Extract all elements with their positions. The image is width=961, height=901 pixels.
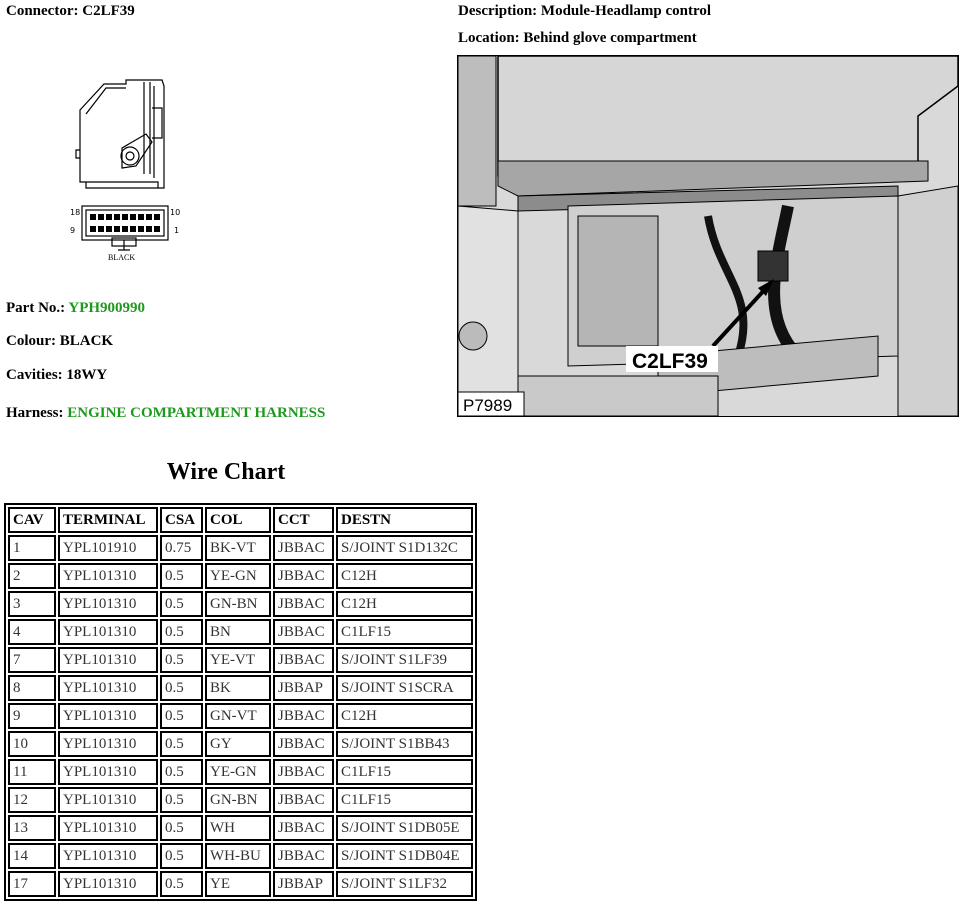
harness-link[interactable]: ENGINE COMPARTMENT HARNESS	[67, 405, 326, 421]
cell-csa: 0.5	[160, 563, 203, 589]
cell-col: BK	[205, 675, 271, 701]
description-field	[458, 3, 711, 20]
table-header-row	[8, 507, 473, 533]
cavities-label: Cavities:	[6, 367, 63, 383]
location-label: Location:	[458, 30, 520, 46]
cell-terminal: YPL101310	[58, 787, 158, 813]
cell-csa: 0.75	[160, 535, 203, 561]
cell-csa: 0.5	[160, 731, 203, 757]
cell-csa: 0.5	[160, 703, 203, 729]
cell-cav: 4	[8, 619, 56, 645]
cell-cav: 1	[8, 535, 56, 561]
part-number-field	[6, 300, 145, 317]
cell-destn: S/JOINT S1D132C	[336, 535, 473, 561]
table-row	[8, 787, 473, 813]
cell-col: YE	[205, 871, 271, 897]
cell-destn: S/JOINT S1DB04E	[336, 843, 473, 869]
table-row	[8, 647, 473, 673]
cell-destn: C12H	[336, 591, 473, 617]
cell-cct: JBBAC	[273, 619, 334, 645]
colour-label: Colour:	[6, 333, 56, 349]
wire-chart-body	[8, 535, 473, 897]
cell-col: YE-GN	[205, 759, 271, 785]
cavities-field	[6, 367, 107, 384]
connector-field	[6, 3, 135, 20]
column-header-terminal: TERMINAL	[58, 507, 158, 533]
cell-col: WH	[205, 815, 271, 841]
column-header-col: COL	[205, 507, 271, 533]
table-row	[8, 843, 473, 869]
cell-cct: JBBAP	[273, 675, 334, 701]
cell-destn: S/JOINT S1DB05E	[336, 815, 473, 841]
cell-cct: JBBAC	[273, 563, 334, 589]
pin-18-label: 18	[70, 208, 81, 217]
cell-cav: 9	[8, 703, 56, 729]
part-number-link[interactable]: YPH900990	[68, 300, 146, 316]
cell-cav: 11	[8, 759, 56, 785]
photo-reference-label: P7989	[463, 396, 513, 415]
cell-csa: 0.5	[160, 787, 203, 813]
cell-destn: C1LF15	[336, 619, 473, 645]
cell-cav: 12	[8, 787, 56, 813]
location-photo	[457, 55, 959, 417]
cell-csa: 0.5	[160, 619, 203, 645]
cell-terminal: YPL101310	[58, 675, 158, 701]
pin-9-label: 9	[70, 226, 76, 235]
cell-destn: S/JOINT S1LF32	[336, 871, 473, 897]
description-value: Module-Headlamp control	[540, 3, 712, 19]
cell-destn: C1LF15	[336, 759, 473, 785]
cell-csa: 0.5	[160, 675, 203, 701]
table-row	[8, 563, 473, 589]
cell-terminal: YPL101310	[58, 647, 158, 673]
cell-cav: 14	[8, 843, 56, 869]
cell-cav: 8	[8, 675, 56, 701]
table-row	[8, 619, 473, 645]
cell-terminal: YPL101310	[58, 703, 158, 729]
cell-terminal: YPL101310	[58, 563, 158, 589]
cell-cct: JBBAC	[273, 703, 334, 729]
cell-destn: S/JOINT S1SCRA	[336, 675, 473, 701]
connector-label: Connector:	[6, 3, 79, 19]
colour-value: BLACK	[59, 333, 114, 349]
cell-cct: JBBAC	[273, 647, 334, 673]
cell-csa: 0.5	[160, 815, 203, 841]
cell-terminal: YPL101310	[58, 759, 158, 785]
cell-terminal: YPL101310	[58, 731, 158, 757]
cell-destn: C1LF15	[336, 787, 473, 813]
location-value: Behind glove compartment	[523, 30, 697, 46]
cell-cav: 2	[8, 563, 56, 589]
cell-cct: JBBAC	[273, 731, 334, 757]
cell-csa: 0.5	[160, 647, 203, 673]
column-header-cct: CCT	[273, 507, 334, 533]
cell-destn: S/JOINT S1LF39	[336, 647, 473, 673]
cell-csa: 0.5	[160, 591, 203, 617]
cell-cct: JBBAC	[273, 787, 334, 813]
cell-cav: 10	[8, 731, 56, 757]
harness-field	[6, 405, 325, 422]
cavities-value: 18WY	[66, 367, 108, 383]
cell-cct: JBBAC	[273, 843, 334, 869]
connector-drawing	[66, 78, 186, 264]
cell-cct: JBBAC	[273, 535, 334, 561]
cell-terminal: YPL101310	[58, 843, 158, 869]
cell-csa: 0.5	[160, 843, 203, 869]
dashboard-illustration	[458, 56, 958, 416]
cell-col: BN	[205, 619, 271, 645]
harness-label: Harness:	[6, 405, 64, 421]
connector-value: C2LF39	[82, 3, 135, 19]
cell-destn: S/JOINT S1BB43	[336, 731, 473, 757]
cell-cav: 3	[8, 591, 56, 617]
cell-cct: JBBAC	[273, 591, 334, 617]
cell-cav: 17	[8, 871, 56, 897]
cell-col: GY	[205, 731, 271, 757]
cell-col: GN-BN	[205, 787, 271, 813]
pin-10-label: 10	[170, 208, 181, 217]
cell-csa: 0.5	[160, 759, 203, 785]
pin-1-label: 1	[174, 226, 180, 235]
cell-csa: 0.5	[160, 871, 203, 897]
table-row	[8, 675, 473, 701]
cell-col: WH-BU	[205, 843, 271, 869]
cell-col: GN-VT	[205, 703, 271, 729]
location-field	[458, 30, 697, 47]
cell-col: YE-GN	[205, 563, 271, 589]
cell-col: BK-VT	[205, 535, 271, 561]
table-row	[8, 703, 473, 729]
table-row	[8, 871, 473, 897]
photo-callout-label: C2LF39	[632, 350, 708, 373]
table-row	[8, 815, 473, 841]
cell-destn: C12H	[336, 563, 473, 589]
description-label: Description:	[458, 3, 538, 19]
cell-terminal: YPL101310	[58, 591, 158, 617]
cell-cav: 7	[8, 647, 56, 673]
colour-field	[6, 333, 113, 350]
table-row	[8, 591, 473, 617]
cell-terminal: YPL101310	[58, 871, 158, 897]
cell-col: YE-VT	[205, 647, 271, 673]
column-header-cav: CAV	[8, 507, 56, 533]
cell-terminal: YPL101310	[58, 815, 158, 841]
cell-destn: C12H	[336, 703, 473, 729]
connector-colour-caption: BLACK	[108, 253, 136, 262]
cell-col: GN-BN	[205, 591, 271, 617]
part-number-label: Part No.:	[6, 300, 66, 316]
table-row	[8, 535, 473, 561]
cell-cav: 13	[8, 815, 56, 841]
table-row	[8, 731, 473, 757]
wire-chart-table	[4, 503, 477, 901]
cell-cct: JBBAC	[273, 759, 334, 785]
column-header-csa: CSA	[160, 507, 203, 533]
table-row	[8, 759, 473, 785]
cell-terminal: YPL101310	[58, 619, 158, 645]
cell-cct: JBBAC	[273, 815, 334, 841]
cell-cct: JBBAP	[273, 871, 334, 897]
column-header-destn: DESTN	[336, 507, 473, 533]
cell-terminal: YPL101910	[58, 535, 158, 561]
wire-chart-title: Wire Chart	[166, 459, 286, 485]
